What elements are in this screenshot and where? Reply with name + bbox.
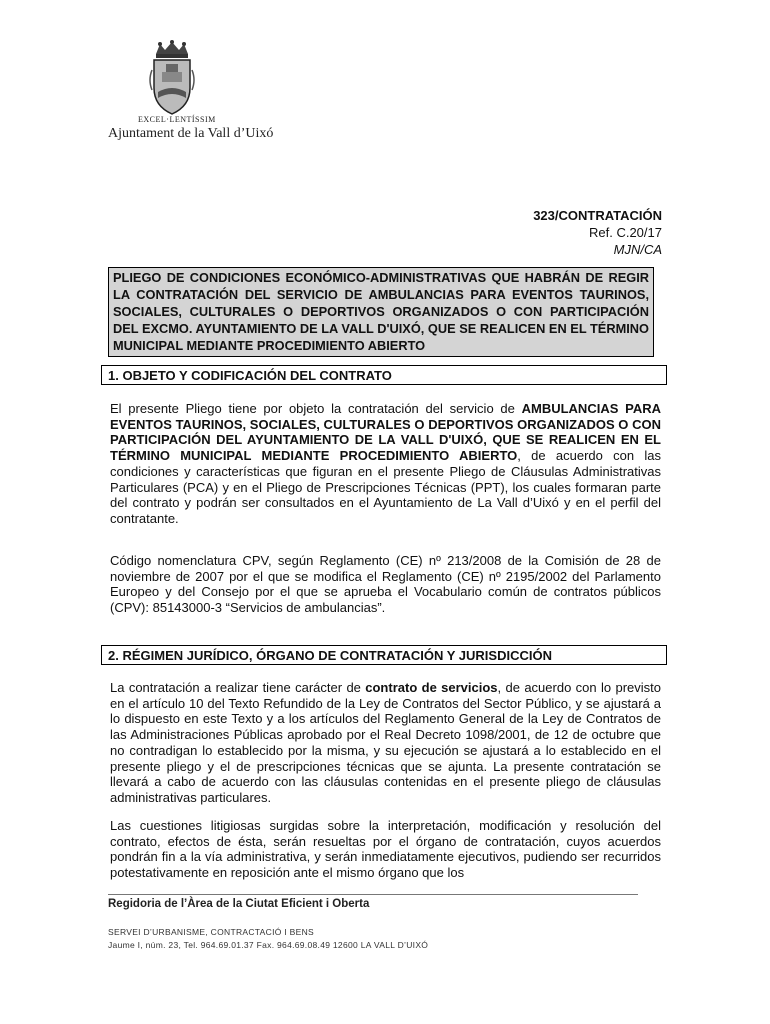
section-1-p1-rest: , de acuerdo con las condiciones y características que figuran en el presente Pliego de Cláusulas Administrativas Particulares (PCA) y en el Pliego de Prescripciones Técnicas (PPT), los cuales formaran parte del contrato y podrán ser consultados en el Ayuntamiento de La Vall d’Uixó y en el perfil del contratante. xyxy=(110,448,662,526)
document-title: PLIEGO DE CONDICIONES ECONÓMICO-ADMINISTRATIVAS QUE HABRÁN DE REGIR LA CONTRATACIÓN DEL SERVICIO DE AMBULANCIAS PARA EVENTOS TAURINOS, SOCIALES, CULTURALES O DEPORTIVOS ORGANIZADOS O CON PARTICIPACIÓN DEL EXCMO. AYUNTAMIENTO DE LA VALL D'UIXÓ, QUE SE REALICEN EN EL TÉRMINO MUNICIPAL MEDIANTE PROCEDIMIENTO ABIERTO xyxy=(108,267,654,357)
file-number: 323/CONTRATACIÓN xyxy=(533,208,662,223)
section-1-heading: 1. OBJETO Y CODIFICACIÓN DEL CONTRATO xyxy=(101,365,667,385)
logo-name: Ajuntament de la Vall d’Uixó xyxy=(108,126,274,141)
footer-service: SERVEI D’URBANISME, CONTRACTACIÓ I BENS xyxy=(108,927,314,937)
logo-honorific: EXCEL·LENTÍSSIM xyxy=(138,115,216,124)
section-1-paragraph-2: Código nomenclatura CPV, según Reglamento (CE) nº 213/2008 de la Comisión de 28 de noviembre de 2007 por el que se modifica el Reglamento (CE) nº 2195/2002 del Parlamento Europeo y del Consejo por el que se aprueba el Vocabulario común de contratos públicos (CPV): 85143000-3 “Servicios de ambulancias”. xyxy=(110,553,661,616)
section-1-paragraph-1 xyxy=(110,401,661,527)
section-1-p1-bold: AMBULANCIAS PARA EVENTOS TAURINOS, SOCIALES, CULTURALES O DEPORTIVOS ORGANIZADOS O CON PARTICIPACIÓN DEL AYUNTAMIENTO DE LA VALL D'UIXÓ, QUE SE REALICEN EN EL TÉRMINO MUNICIPAL MEDIANTE PROCEDIMIENTO ABIERTO xyxy=(110,401,661,464)
footer-address: Jaume I, núm. 23, Tel. 964.69.01.37 Fax. 964.69.08.49 12600 LA VALL D’UIXÓ xyxy=(108,940,429,950)
section-1-p1-intro: El presente Pliego tiene por objeto la contratación del servicio de xyxy=(110,401,522,416)
footer-divider xyxy=(108,894,638,895)
section-2-p1-intro: La contratación a realizar tiene carácter de xyxy=(110,680,366,695)
section-2-heading: 2. RÉGIMEN JURÍDICO, ÓRGANO DE CONTRATACIÓN Y JURISDICCIÓN xyxy=(101,645,667,665)
section-2-paragraph-1 xyxy=(110,680,661,806)
reference-block xyxy=(533,207,662,258)
section-2-paragraph-2: Las cuestiones litigiosas surgidas sobre la interpretación, modificación y resolución del contrato, efectos de ésta, serán resueltas por el órgano de contratación, cuyos acuerdos pondrán fin a la vía administrativa, y serán inmediatamente ejecutivos, pudiendo ser recurridos potestativamente en reposición ante el mismo órgano que los xyxy=(110,818,661,881)
footer-department: Regidoria de l’Àrea de la Ciutat Eficient i Oberta xyxy=(108,898,370,910)
coat-of-arms-icon xyxy=(148,40,196,118)
author-initials: MJN/CA xyxy=(613,242,662,257)
section-2-p1-bold: contrato de servicios xyxy=(365,680,498,695)
section-2-p1-rest: , de acuerdo con lo previsto en el artículo 10 del Texto Refundido de la Ley de Contratos del Sector Público, y se ajustará a lo dispuesto en este Texto y a los artículos del Reglamento General de la Ley de Contratos de las Administraciones Públicas aprobado por el Real Decreto 1098/2001, de 12 de octubre que no contradigan lo establecido por la misma, y su ejecución se ajustará a lo establecido en el presente pliego y el de prescripciones técnicas que se ajunta. La presente contratación se llevará a cabo de acuerdo con las cláusulas contenidas en el presente pliego de cláusulas administrativas particulares. xyxy=(110,680,661,805)
reference-code: Ref. C.20/17 xyxy=(589,225,662,240)
